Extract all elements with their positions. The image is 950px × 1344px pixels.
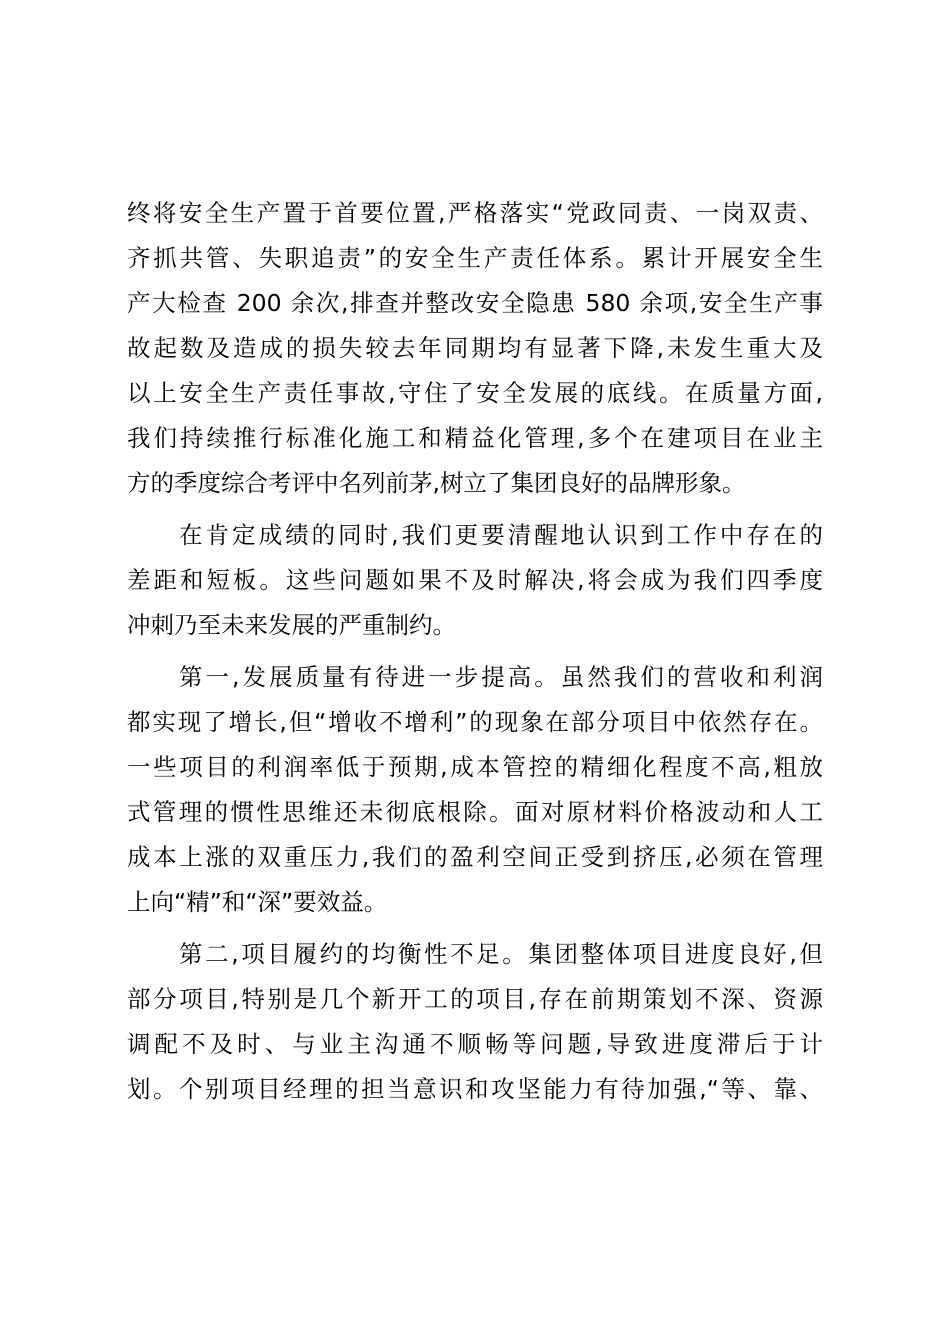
text-line: 我们持续推行标准化施工和精益化管理,多个在建项目在业主 xyxy=(127,424,823,452)
text-line: 都实现了增长,但“增收不增利”的现象在部分项目中依然存在。 xyxy=(127,708,823,736)
text-line: 故起数及造成的损失较去年同期均有显著下降,未发生重大及 xyxy=(127,334,823,362)
text-line: 齐抓共管、失职追责”的安全生产责任体系。累计开展安全生 xyxy=(127,244,823,272)
text-line: 差距和短板。这些问题如果不及时解决,将会成为我们四季度 xyxy=(127,566,823,594)
text-line: 成本上涨的双重压力,我们的盈利空间正受到挤压,必须在管理 xyxy=(127,843,823,871)
text-line: 上向“精”和“深”要效益。 xyxy=(127,888,388,916)
text-line: 式管理的惯性思维还未彻底根除。面对原材料价格波动和人工 xyxy=(127,798,823,826)
text-line: 产大检查 200 余次,排查并整改安全隐患 580 余项,安全生产事 xyxy=(127,289,823,317)
text-line: 在肯定成绩的同时,我们更要清醒地认识到工作中存在的 xyxy=(179,521,823,549)
paragraph-first-issue xyxy=(127,655,823,925)
text-line: 第二,项目履约的均衡性不足。集团整体项目进度良好,但 xyxy=(179,940,823,968)
paragraph-second-issue xyxy=(127,932,823,1112)
paragraph-safety-quality xyxy=(127,191,823,506)
text-line: 部分项目,特别是几个新开工的项目,存在前期策划不深、资源 xyxy=(127,985,823,1013)
paragraph-gaps-intro xyxy=(127,513,823,648)
text-line: 方的季度综合考评中名列前茅,树立了集团良好的品牌形象。 xyxy=(127,469,746,497)
text-line: 一些项目的利润率低于预期,成本管控的精细化程度不高,粗放 xyxy=(127,753,823,781)
text-line: 冲刺乃至未来发展的严重制约。 xyxy=(127,611,456,639)
text-line: 以上安全生产责任事故,守住了安全发展的底线。在质量方面, xyxy=(127,379,823,407)
text-line: 调配不及时、与业主沟通不顺畅等问题,导致进度滞后于计 xyxy=(127,1030,823,1058)
text-line: 终将安全生产置于首要位置,严格落实“党政同责、一岗双责、 xyxy=(127,199,823,227)
text-line: 第一,发展质量有待进一步提高。虽然我们的营收和利润 xyxy=(179,663,823,691)
document-body xyxy=(127,191,823,1112)
text-line: 划。个别项目经理的担当意识和攻坚能力有待加强,“等、靠、 xyxy=(127,1075,823,1103)
